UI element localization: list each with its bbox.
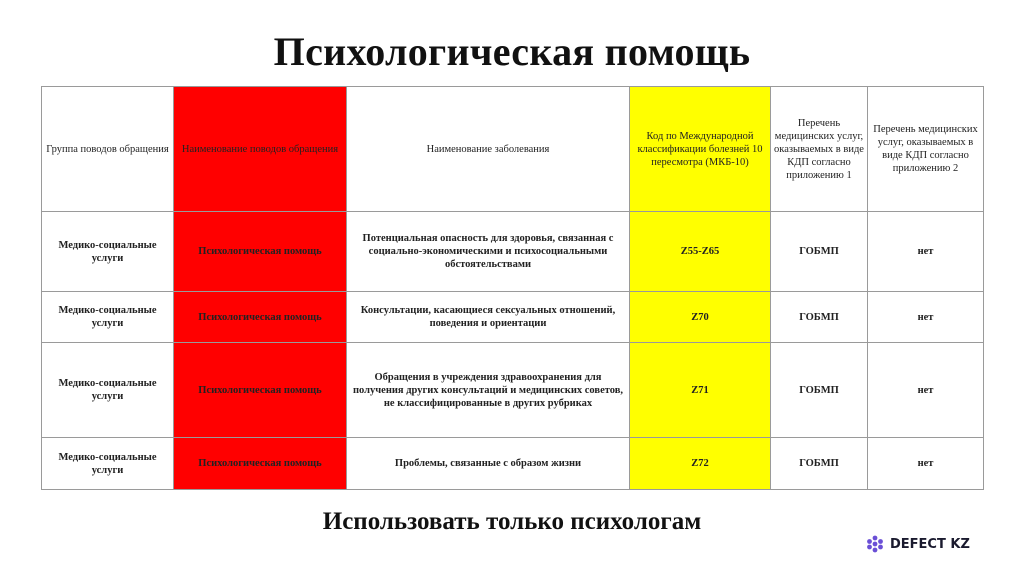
cell-disease: Обращения в учреждения здравоохранения для получения других консультаций и медицинских советов, не классифицированные в других рубриках — [347, 343, 630, 438]
cell-list-2: нет — [868, 212, 984, 292]
table-header-row — [42, 87, 984, 212]
page-title: Психологическая помощь — [273, 29, 751, 74]
brand-logo — [866, 535, 970, 553]
cell-group: Медико-социальные услуги — [42, 343, 174, 438]
cell-reason: Психологическая помощь — [174, 212, 347, 292]
table-row — [42, 212, 984, 292]
cell-list-2: нет — [868, 292, 984, 343]
cell-list-2: нет — [868, 438, 984, 490]
cell-list-1: ГОБМП — [771, 438, 868, 490]
cell-disease: Потенциальная опасность для здоровья, связанная с социально-экономическими и психосоциальными обстоятельствами — [347, 212, 630, 292]
logo-text: DEFECT KZ — [890, 536, 970, 552]
molecule-icon — [866, 535, 884, 553]
header-reason: Наименование поводов обращения — [174, 87, 347, 212]
cell-disease: Консультации, касающиеся сексуальных отношений, поведения и ориентации — [347, 292, 630, 343]
header-list-2: Перечень медицинских услуг, оказываемых в виде КДП согласно приложению 2 — [868, 87, 984, 212]
cell-icd-code: Z70 — [630, 292, 771, 343]
cell-group: Медико-социальные услуги — [42, 292, 174, 343]
cell-reason: Психологическая помощь — [174, 438, 347, 490]
cell-reason: Психологическая помощь — [174, 343, 347, 438]
cell-list-1: ГОБМП — [771, 212, 868, 292]
header-icd-code: Код по Международной классификации болезней 10 пересмотра (МКБ-10) — [630, 87, 771, 212]
cell-icd-code: Z55-Z65 — [630, 212, 771, 292]
cell-group: Медико-социальные услуги — [42, 438, 174, 490]
cell-list-2: нет — [868, 343, 984, 438]
cell-disease: Проблемы, связанные с образом жизни — [347, 438, 630, 490]
table-row — [42, 343, 984, 438]
cell-list-1: ГОБМП — [771, 292, 868, 343]
cell-icd-code: Z71 — [630, 343, 771, 438]
footer-note: Использовать только психологам — [322, 508, 702, 535]
cell-group: Медико-социальные услуги — [42, 212, 174, 292]
cell-reason: Психологическая помощь — [174, 292, 347, 343]
table-row — [42, 292, 984, 343]
cell-icd-code: Z72 — [630, 438, 771, 490]
table-row — [42, 438, 984, 490]
icd-table — [41, 86, 984, 490]
cell-list-1: ГОБМП — [771, 343, 868, 438]
header-disease: Наименование заболевания — [347, 87, 630, 212]
header-list-1: Перечень медицинских услуг, оказываемых в виде КДП согласно приложению 1 — [771, 87, 868, 212]
header-group: Группа поводов обращения — [42, 87, 174, 212]
